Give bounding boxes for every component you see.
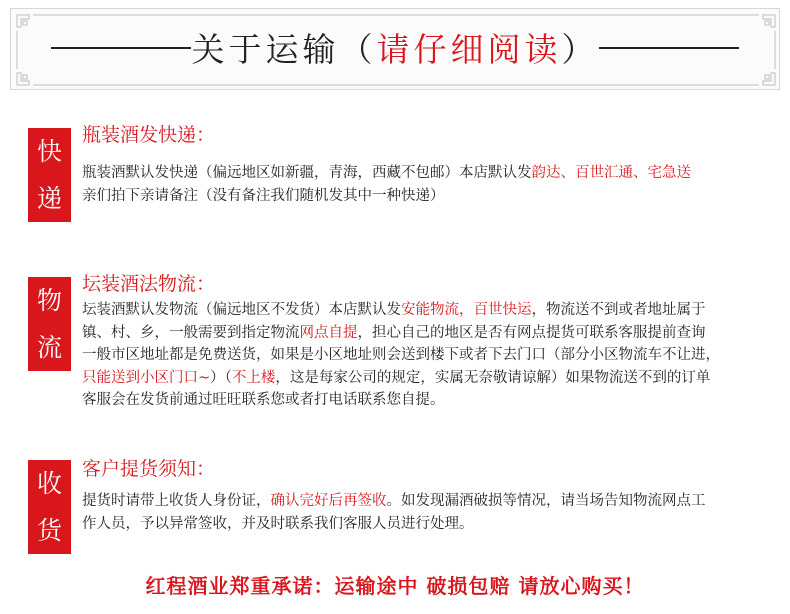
highlight-text: 韵达、百世汇通、宅急送: [531, 165, 691, 181]
section-body: [82, 162, 772, 207]
body-text: 作人员，予以异常签收，并及时联系我们客服人员进行处理。: [82, 515, 474, 532]
body-line: [82, 513, 772, 536]
body-text: 瓶装酒默认发快递（偏远地区如新疆，青海，西藏不包邮）本店默认发: [82, 165, 532, 181]
section-title: 瓶装酒发快递：: [82, 124, 216, 146]
title-main: 关于运输（: [191, 30, 377, 69]
section-body: [82, 490, 772, 535]
body-text: 提货时请带上收货人身份证，: [82, 493, 271, 509]
body-text: 亲们拍下亲请备注（没有备注我们随机发其中一种快递）: [82, 187, 445, 204]
section-logistics: [0, 265, 790, 425]
page-title: [11, 17, 779, 83]
body-text: ）（: [210, 369, 232, 386]
body-line: [82, 322, 772, 345]
body-line: [82, 389, 772, 412]
section-badge: [28, 460, 71, 554]
body-line: [82, 185, 772, 208]
body-text: ，这是每家公司的规定，实属无奈敬请谅解）如果物流送不到的订单: [275, 369, 711, 386]
section-pickup: [0, 452, 790, 562]
badge-char: 物: [36, 286, 62, 315]
section-badge: [28, 128, 71, 222]
body-text: 客服会在发货前通过旺旺联系您或者打电话联系您自提。: [82, 392, 445, 408]
section-express: [0, 118, 790, 228]
highlight-text: 只能送到小区门口~: [82, 369, 211, 386]
body-text: ，物流送不到或者地址属于: [531, 302, 706, 318]
section-badge: [28, 277, 71, 371]
section-title: 客户提货须知：: [82, 458, 216, 480]
badge-char: 货: [36, 516, 62, 545]
header-frame: [10, 8, 780, 90]
section-body: [82, 299, 772, 412]
body-line: [82, 162, 772, 185]
badge-char: 流: [36, 333, 62, 362]
highlight-text: 不上楼: [231, 369, 276, 386]
highlight-text: 安能物流，百世快运: [401, 302, 532, 318]
body-text: 。如发现漏酒破损等情况，请当场告知物流网点工: [386, 493, 706, 509]
body-line: [82, 344, 772, 367]
highlight-text: 确认完好后再签收: [270, 493, 387, 509]
body-text: 一般市区地址都是免费送货，如果是小区地址则会送到楼下或者下去门口（部分小区物流车不让进，: [82, 347, 720, 363]
title-end: ）: [561, 30, 599, 69]
badge-char: 收: [36, 469, 62, 498]
body-line: [82, 367, 772, 390]
title-highlight: 请仔细阅读: [376, 30, 562, 69]
section-title: 坛装酒法物流：: [82, 273, 216, 295]
body-text: 坛装酒默认发物流（偏远地区不发货）本店默认发: [82, 302, 401, 318]
footer-promise: 红程酒业郑重承诺：运输途中 破损包赔 请放心购买！: [145, 574, 645, 598]
body-text: ，担心自己的地区是否有网点提货可联系客服提前查询: [357, 324, 706, 341]
badge-char: 快: [36, 137, 62, 166]
badge-char: 递: [36, 184, 62, 213]
body-text: 镇、村、乡，一般需要到指定物流: [82, 324, 300, 341]
highlight-text: 网点自提: [299, 324, 358, 341]
body-line: [82, 490, 772, 513]
body-line: [82, 299, 772, 322]
